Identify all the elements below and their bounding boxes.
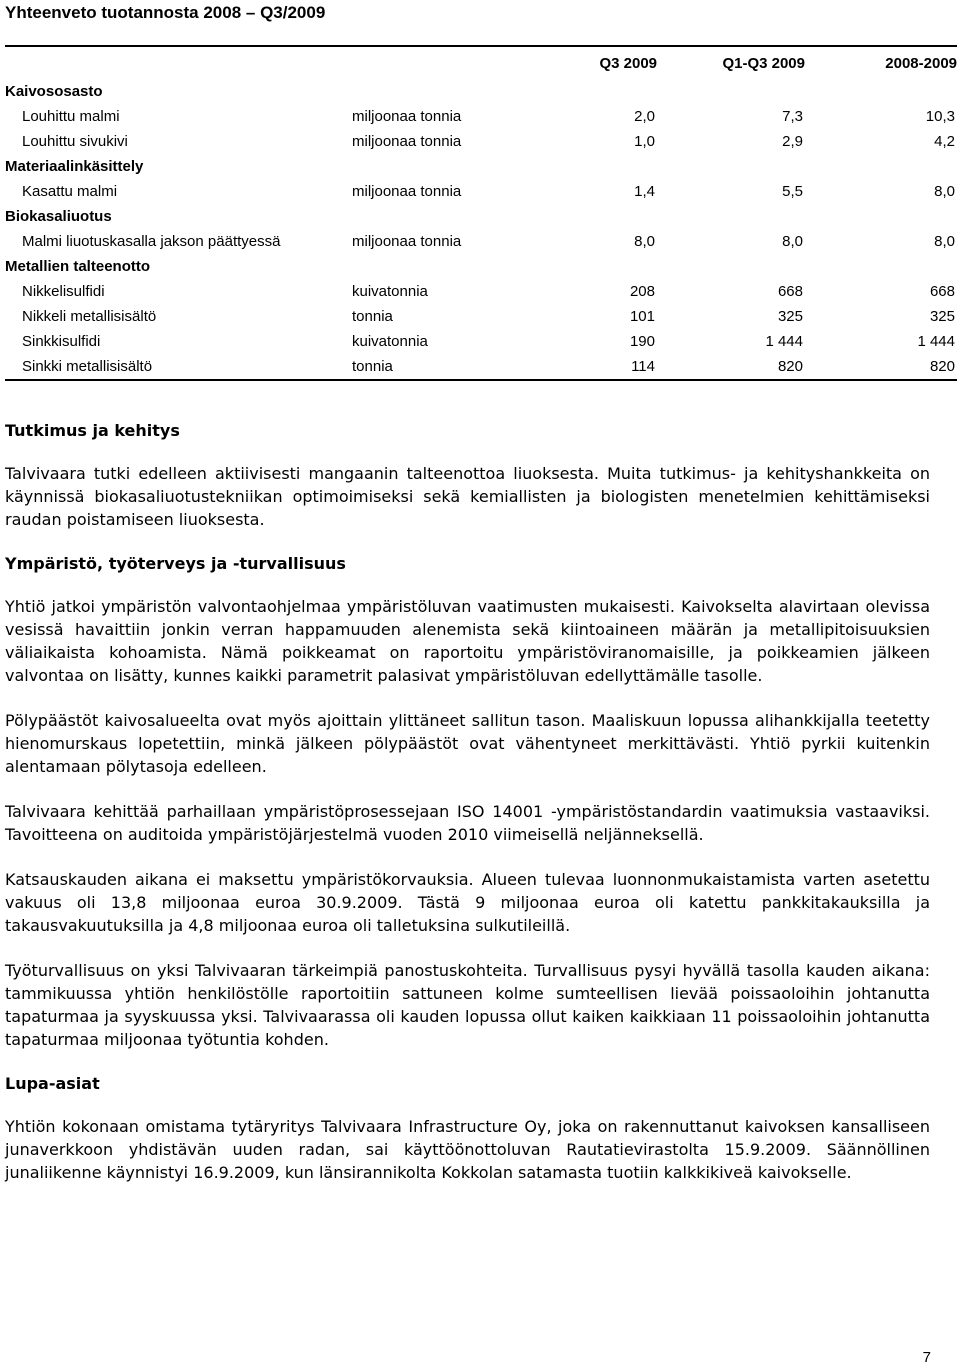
table-header-row bbox=[5, 46, 957, 79]
row-unit: kuivatonnia bbox=[352, 333, 428, 350]
row-label: Louhittu malmi bbox=[22, 108, 120, 125]
row-label: Malmi liuotuskasalla jakson päättyessä bbox=[22, 233, 281, 250]
row-label: Kasattu malmi bbox=[22, 183, 118, 200]
report-body bbox=[5, 420, 930, 1206]
page-number: 7 bbox=[922, 1349, 931, 1366]
row-unit: miljoonaa tonnia bbox=[352, 108, 462, 125]
cell-q3-2009: 1,4 bbox=[634, 183, 655, 200]
section-heading: Ympäristö, työterveys ja -turvallisuus bbox=[5, 554, 346, 573]
cell-q1-q3-2009: 668 bbox=[777, 283, 803, 300]
table-section-row bbox=[5, 254, 957, 279]
row-unit: miljoonaa tonnia bbox=[352, 183, 462, 200]
section-label: Materiaalinkäsittely bbox=[5, 158, 144, 175]
cell-q3-2009: 190 bbox=[629, 333, 655, 350]
production-summary-table bbox=[5, 45, 957, 381]
cell-2008-2009: 1 444 bbox=[917, 333, 955, 350]
cell-2008-2009: 325 bbox=[929, 308, 955, 325]
column-header-q1-q3-2009: Q1-Q3 2009 bbox=[657, 46, 805, 79]
table-section-row bbox=[5, 204, 957, 229]
section-heading: Lupa-asiat bbox=[5, 1074, 100, 1093]
paragraph: Yhtiön kokonaan omistama tytäryritys Talvivaara Infrastructure Oy, joka on rakennuttanut kaivoksen kansalliseen junaverkkoon yhdistävän uuden radan, sai käyttöönottoluvan Rautatievirastolta 15.9.2009. Säännöllinen junaliikenne käynnistyi 16.9.2009, kun länsirannikolta Kokkolan satamasta tuotiin kalkkikiveä kaivokselle. bbox=[5, 1117, 930, 1182]
table-row bbox=[5, 304, 957, 329]
paragraph: Työturvallisuus on yksi Talvivaaran tärkeimpiä panostuskohteita. Turvallisuus pysyi hyvällä tasolla kauden aikana: tammikuussa yhtiön henkilöstölle raportoitiin sattuneen kolme sumteellisen lievää poissaoloihin johtanutta tapaturmaa ja syyskuussa yksi. Talvivaarassa oli kauden lopussa ollut kaiken kaikkiaan 11 poissaoloihin johtanutta tapaturmaa miljoonaa työtuntia kohden. bbox=[5, 961, 930, 1049]
cell-q1-q3-2009: 820 bbox=[657, 354, 805, 380]
cell-2008-2009: 820 bbox=[805, 354, 957, 380]
row-label: Nikkelisulfidi bbox=[22, 283, 105, 300]
table-section-row bbox=[5, 154, 957, 179]
cell-q3-2009: 114 bbox=[507, 354, 657, 380]
paragraph: Katsauskauden aikana ei maksettu ympäristökorvauksia. Alueen tulevaa luonnonmukaistamista varten asetettu vakuus oli 13,8 miljoonaa euroa 30.9.2009. Tästä 9 miljoonaa euroa oli katettu pankkitakauksilla ja takausvakuutuksilla ja 4,8 miljoonaa euroa oli talletuksina sulkutileillä. bbox=[5, 870, 930, 935]
cell-q3-2009: 1,0 bbox=[634, 133, 655, 150]
row-unit: kuivatonnia bbox=[352, 283, 428, 300]
table-row bbox=[5, 229, 957, 254]
document-title: Yhteenveto tuotannosta 2008 – Q3/2009 bbox=[5, 3, 326, 22]
table-row bbox=[5, 104, 957, 129]
paragraph: Pölypäästöt kaivosalueelta ovat myös ajoittain ylittäneet sallitun tason. Maaliskuun lopussa alihankkijalla teetetty hienomurskaus lopetettiin, minkä jälkeen pölypäästöt ovat vähentyneet merkittävästi. Yhtiö pyrkii kuitenkin alentamaan pölytasoja edelleen. bbox=[5, 711, 930, 776]
column-header-2008-2009: 2008-2009 bbox=[805, 46, 957, 79]
row-label: Louhittu sivukivi bbox=[22, 133, 128, 150]
header-label-blank bbox=[5, 46, 352, 79]
paragraph: Talvivaara tutki edelleen aktiivisesti mangaanin talteenottoa liuoksesta. Muita tutkimus- ja kehityshankkeita on käynnissä biokasaliuotustekniikan optimoimiseksi sekä kemiallisten ja biologisten menetelmien kehittämiseksi raudan poistamiseen liuoksesta. bbox=[5, 464, 930, 529]
cell-2008-2009: 4,2 bbox=[934, 133, 955, 150]
cell-q1-q3-2009: 5,5 bbox=[782, 183, 803, 200]
cell-q3-2009: 8,0 bbox=[634, 233, 655, 250]
cell-2008-2009: 8,0 bbox=[934, 233, 955, 250]
cell-2008-2009: 8,0 bbox=[934, 183, 955, 200]
cell-q1-q3-2009: 1 444 bbox=[765, 333, 803, 350]
section-heading: Tutkimus ja kehitys bbox=[5, 421, 180, 440]
cell-2008-2009: 10,3 bbox=[925, 108, 955, 125]
row-unit: tonnia bbox=[352, 354, 507, 380]
row-unit: miljoonaa tonnia bbox=[352, 233, 462, 250]
paragraph: Yhtiö jatkoi ympäristön valvontaohjelmaa ympäristöluvan vaatimusten mukaisesti. Kaivokselta alavirtaan olevissa vesissä havaittiin jonkin verran happamuuden alenemista sekä kiintoaineen määrän ja metallipitoisuuksien väliaikaista kohoamista. Nämä poikkeamat on raportoitu ympäristöviranomaisille, ja poikkeamien jälkeen valvontaa on lisätty, kunnes kaikki parametrit palasivat ympäristöluvan edellyttämälle tasolle. bbox=[5, 597, 930, 685]
section-research-development bbox=[5, 420, 930, 531]
section-label: Kaivososasto bbox=[5, 83, 103, 100]
table-row bbox=[5, 329, 957, 354]
cell-q1-q3-2009: 325 bbox=[777, 308, 803, 325]
table-row bbox=[5, 129, 957, 154]
cell-q3-2009: 208 bbox=[629, 283, 655, 300]
table-section-row bbox=[5, 79, 957, 104]
table-row bbox=[5, 179, 957, 204]
column-header-q3-2009: Q3 2009 bbox=[507, 46, 657, 79]
row-label: Sinkkisulfidi bbox=[22, 333, 101, 350]
cell-q3-2009: 2,0 bbox=[634, 108, 655, 125]
cell-q1-q3-2009: 7,3 bbox=[782, 108, 803, 125]
cell-2008-2009: 668 bbox=[929, 283, 955, 300]
table-row bbox=[5, 354, 957, 380]
section-environment-health-safety bbox=[5, 553, 930, 1051]
paragraph: Talvivaara kehittää parhaillaan ympäristöprosessejaan ISO 14001 -ympäristöstandardin vaatimuksia vastaaviksi. Tavoitteena on auditoida ympäristöjärjestelmä vuoden 2010 viimeisellä neljänneksellä. bbox=[5, 802, 930, 844]
row-unit: tonnia bbox=[352, 308, 393, 325]
section-label: Biokasaliuotus bbox=[5, 208, 112, 225]
cell-q3-2009: 101 bbox=[629, 308, 655, 325]
section-label: Metallien talteenotto bbox=[5, 258, 151, 275]
header-unit-blank bbox=[352, 46, 507, 79]
table-row bbox=[5, 279, 957, 304]
row-unit: miljoonaa tonnia bbox=[352, 133, 462, 150]
row-label: Nikkeli metallisisältö bbox=[22, 308, 157, 325]
section-permits bbox=[5, 1073, 930, 1184]
cell-q1-q3-2009: 2,9 bbox=[782, 133, 803, 150]
cell-q1-q3-2009: 8,0 bbox=[782, 233, 803, 250]
row-label: Sinkki metallisisältö bbox=[5, 354, 352, 380]
